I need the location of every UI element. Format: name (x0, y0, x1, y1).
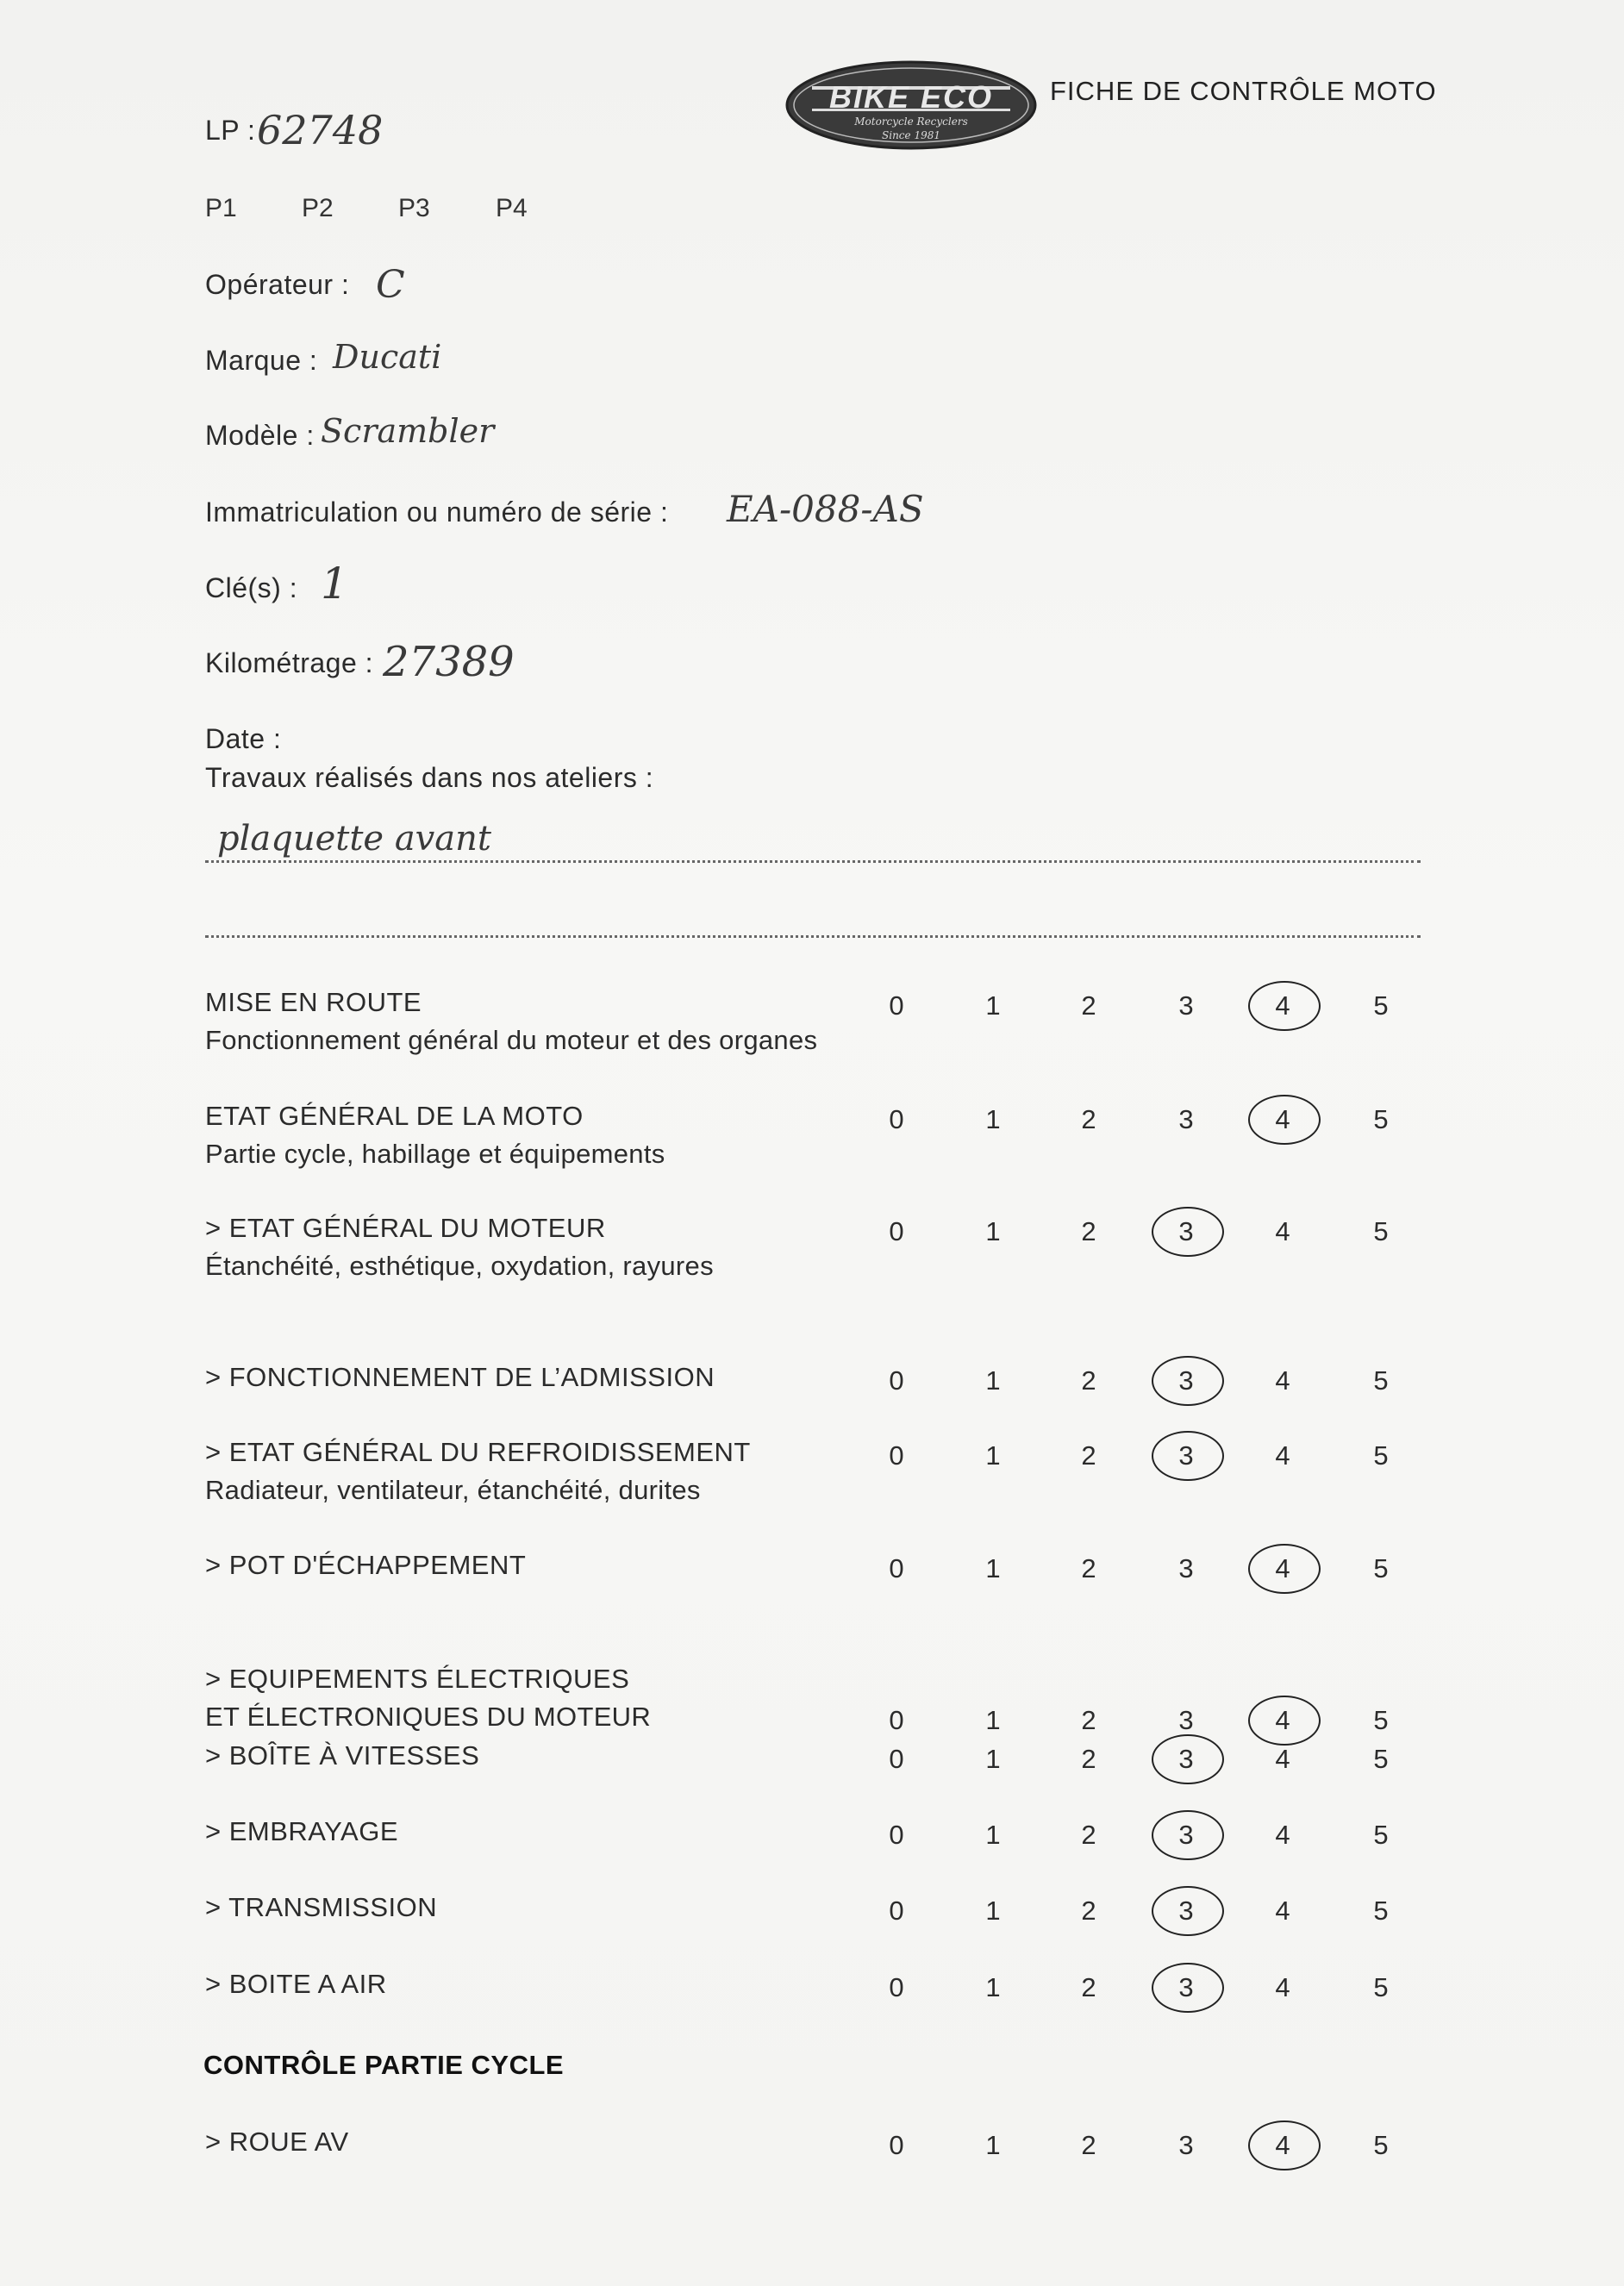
criterion-score-1[interactable]: 1 (985, 1365, 1001, 1396)
criterion-score-0[interactable]: 0 (889, 1365, 904, 1396)
criterion-score-3[interactable]: 3 (1178, 1553, 1194, 1583)
km-value: 27389 (383, 638, 515, 686)
logo-tagline-2: Since 1981 (882, 129, 940, 141)
criterion-score-5[interactable]: 5 (1373, 1216, 1389, 1246)
cycle-criterion-score-2[interactable]: 2 (1081, 2130, 1096, 2160)
criterion-score-0[interactable]: 0 (889, 1440, 904, 1471)
cycle-criterion-score-3[interactable]: 3 (1178, 2130, 1194, 2160)
lp-value: 62748 (257, 107, 384, 153)
cles-label: Clé(s) : (205, 572, 298, 603)
criterion-score-1[interactable]: 1 (985, 1440, 1001, 1471)
criterion-score-3[interactable]: 3 (1178, 1440, 1194, 1471)
criterion-subtitle: Partie cycle, habillage et équipements (205, 1139, 665, 1169)
criterion-score-4[interactable]: 4 (1275, 1216, 1290, 1246)
cles-value: 1 (321, 559, 348, 609)
criterion-score-5[interactable]: 5 (1373, 1820, 1389, 1850)
marque-value: Ducati (333, 338, 442, 376)
criterion-subtitle: Radiateur, ventilateur, étanchéité, durites (205, 1475, 701, 1505)
cycle-criterion-score-0[interactable]: 0 (889, 2130, 904, 2160)
criterion-score-2[interactable]: 2 (1081, 1705, 1096, 1735)
criterion-score-1[interactable]: 1 (985, 1705, 1001, 1735)
criterion-score-0[interactable]: 0 (889, 1705, 904, 1735)
criterion-score-1[interactable]: 1 (985, 1553, 1001, 1583)
criterion-score-4[interactable]: 4 (1275, 1705, 1290, 1735)
criterion-score-5[interactable]: 5 (1373, 1553, 1389, 1583)
criterion-score-3[interactable]: 3 (1178, 1820, 1194, 1850)
criterion-score-3[interactable]: 3 (1178, 1744, 1194, 1774)
criterion-score-0[interactable]: 0 (889, 1972, 904, 2002)
criterion-score-2[interactable]: 2 (1081, 1553, 1096, 1583)
dotted-line-1 (205, 860, 1421, 863)
operateur-label: Opérateur : (205, 269, 350, 300)
travaux-value: plaquette avant (217, 819, 491, 859)
criterion-score-4[interactable]: 4 (1275, 1896, 1290, 1926)
cycle-criterion-score-1[interactable]: 1 (985, 2130, 1001, 2160)
cycle-criterion-selected-circle (1248, 2120, 1321, 2170)
criterion-score-2[interactable]: 2 (1081, 1744, 1096, 1774)
criterion-score-2[interactable]: 2 (1081, 1440, 1096, 1471)
criterion-subtitle: Fonctionnement général du moteur et des organes (205, 1025, 818, 1055)
criterion-score-3[interactable]: 3 (1178, 1972, 1194, 2002)
criterion-title: > TRANSMISSION (205, 1892, 438, 1922)
p4-label: P4 (496, 194, 528, 222)
criterion-selected-circle (1152, 1810, 1224, 1860)
criterion-score-0[interactable]: 0 (889, 1216, 904, 1246)
operateur-value: C (376, 263, 405, 307)
immat-value: EA-088-AS (727, 488, 924, 530)
p2-label: P2 (302, 194, 334, 222)
criterion-selected-circle (1152, 1431, 1224, 1481)
sheet-title: FICHE DE CONTRÔLE MOTO (1050, 76, 1437, 106)
criterion-score-1[interactable]: 1 (985, 1216, 1001, 1246)
criterion-title: ETAT GÉNÉRAL DE LA MOTO (205, 1101, 584, 1131)
criterion-score-2[interactable]: 2 (1081, 1216, 1096, 1246)
criterion-score-3[interactable]: 3 (1178, 990, 1194, 1021)
date-label: Date : (205, 723, 282, 754)
criterion-score-2[interactable]: 2 (1081, 1896, 1096, 1926)
criterion-score-3[interactable]: 3 (1178, 1365, 1194, 1396)
cycle-criterion-score-4[interactable]: 4 (1275, 2130, 1290, 2160)
p1-label: P1 (205, 194, 237, 222)
section-heading-cycle: CONTRÔLE PARTIE CYCLE (203, 2050, 565, 2080)
criterion-score-0[interactable]: 0 (889, 990, 904, 1021)
criterion-score-1[interactable]: 1 (985, 1744, 1001, 1774)
dotted-line-2 (205, 935, 1421, 938)
criterion-score-0[interactable]: 0 (889, 1104, 904, 1134)
criterion-score-2[interactable]: 2 (1081, 990, 1096, 1021)
criterion-score-4[interactable]: 4 (1275, 1972, 1290, 2002)
criterion-score-0[interactable]: 0 (889, 1553, 904, 1583)
criterion-score-4[interactable]: 4 (1275, 1820, 1290, 1850)
criterion-score-2[interactable]: 2 (1081, 1365, 1096, 1396)
criterion-score-4[interactable]: 4 (1275, 1553, 1290, 1583)
criterion-title: MISE EN ROUTE (205, 987, 422, 1017)
lp-label: LP : (205, 115, 256, 146)
criterion-score-1[interactable]: 1 (985, 1972, 1001, 2002)
criterion-score-5[interactable]: 5 (1373, 990, 1389, 1021)
criterion-selected-circle (1152, 1886, 1224, 1936)
criterion-selected-circle (1248, 1696, 1321, 1746)
criterion-title: > EMBRAYAGE (205, 1816, 398, 1846)
logo-text: BIKE ECO (828, 79, 994, 115)
criterion-selected-circle (1152, 1356, 1224, 1406)
criterion-score-5[interactable]: 5 (1373, 1365, 1389, 1396)
criterion-score-1[interactable]: 1 (985, 990, 1001, 1021)
criterion-selected-circle (1248, 981, 1321, 1031)
criterion-selected-circle (1152, 1207, 1224, 1257)
criterion-title: > BOITE A AIR (205, 1969, 387, 1999)
criterion-score-3[interactable]: 3 (1178, 1896, 1194, 1926)
criterion-selected-circle (1248, 1095, 1321, 1145)
criterion-selected-circle (1248, 1544, 1321, 1594)
criterion-title: > POT D'ÉCHAPPEMENT (205, 1550, 527, 1580)
immat-label: Immatriculation ou numéro de série : (205, 497, 669, 528)
logo-tagline-1: Motorcycle Recyclers (854, 116, 968, 128)
criterion-score-0[interactable]: 0 (889, 1820, 904, 1850)
criterion-title: > BOÎTE À VITESSES (205, 1740, 480, 1771)
criterion-score-2[interactable]: 2 (1081, 1820, 1096, 1850)
criterion-score-5[interactable]: 5 (1373, 1104, 1389, 1134)
criterion-score-1[interactable]: 1 (985, 1820, 1001, 1850)
modele-label: Modèle : (205, 420, 315, 451)
cycle-criterion-score-5[interactable]: 5 (1373, 2130, 1389, 2160)
p3-label: P3 (398, 194, 430, 222)
modele-value: Scrambler (321, 412, 495, 450)
criterion-score-0[interactable]: 0 (889, 1744, 904, 1774)
criterion-score-5[interactable]: 5 (1373, 1705, 1389, 1735)
criterion-score-5[interactable]: 5 (1373, 1440, 1389, 1471)
criterion-score-4[interactable]: 4 (1275, 990, 1290, 1021)
criterion-score-1[interactable]: 1 (985, 1896, 1001, 1926)
criterion-title: > ETAT GÉNÉRAL DU REFROIDISSEMENT (205, 1437, 751, 1467)
criterion-title: > FONCTIONNEMENT DE L’ADMISSION (205, 1362, 715, 1392)
km-label: Kilométrage : (205, 647, 374, 678)
criterion-score-4[interactable]: 4 (1275, 1365, 1290, 1396)
criterion-selected-circle (1152, 1963, 1224, 2013)
criterion-score-1[interactable]: 1 (985, 1104, 1001, 1134)
marque-label: Marque : (205, 345, 318, 376)
criterion-subtitle: ET ÉLECTRONIQUES DU MOTEUR (205, 1702, 652, 1732)
criterion-selected-circle (1152, 1734, 1224, 1784)
criterion-subtitle: Étanchéité, esthétique, oxydation, rayures (205, 1251, 714, 1281)
criterion-score-3[interactable]: 3 (1178, 1705, 1194, 1735)
criterion-score-4[interactable]: 4 (1275, 1440, 1290, 1471)
criterion-score-0[interactable]: 0 (889, 1896, 904, 1926)
criterion-score-5[interactable]: 5 (1373, 1744, 1389, 1774)
criterion-score-3[interactable]: 3 (1178, 1216, 1194, 1246)
criterion-score-5[interactable]: 5 (1373, 1896, 1389, 1926)
criterion-title: > ETAT GÉNÉRAL DU MOTEUR (205, 1213, 606, 1243)
criterion-score-5[interactable]: 5 (1373, 1972, 1389, 2002)
travaux-label: Travaux réalisés dans nos ateliers : (205, 762, 654, 793)
criterion-score-4[interactable]: 4 (1275, 1104, 1290, 1134)
criterion-score-2[interactable]: 2 (1081, 1104, 1096, 1134)
criterion-score-3[interactable]: 3 (1178, 1104, 1194, 1134)
criterion-score-4[interactable]: 4 (1275, 1744, 1290, 1774)
criterion-score-2[interactable]: 2 (1081, 1972, 1096, 2002)
criterion-title: > EQUIPEMENTS ÉLECTRIQUES (205, 1664, 630, 1694)
cycle-criterion-title: > ROUE AV (205, 2127, 349, 2157)
